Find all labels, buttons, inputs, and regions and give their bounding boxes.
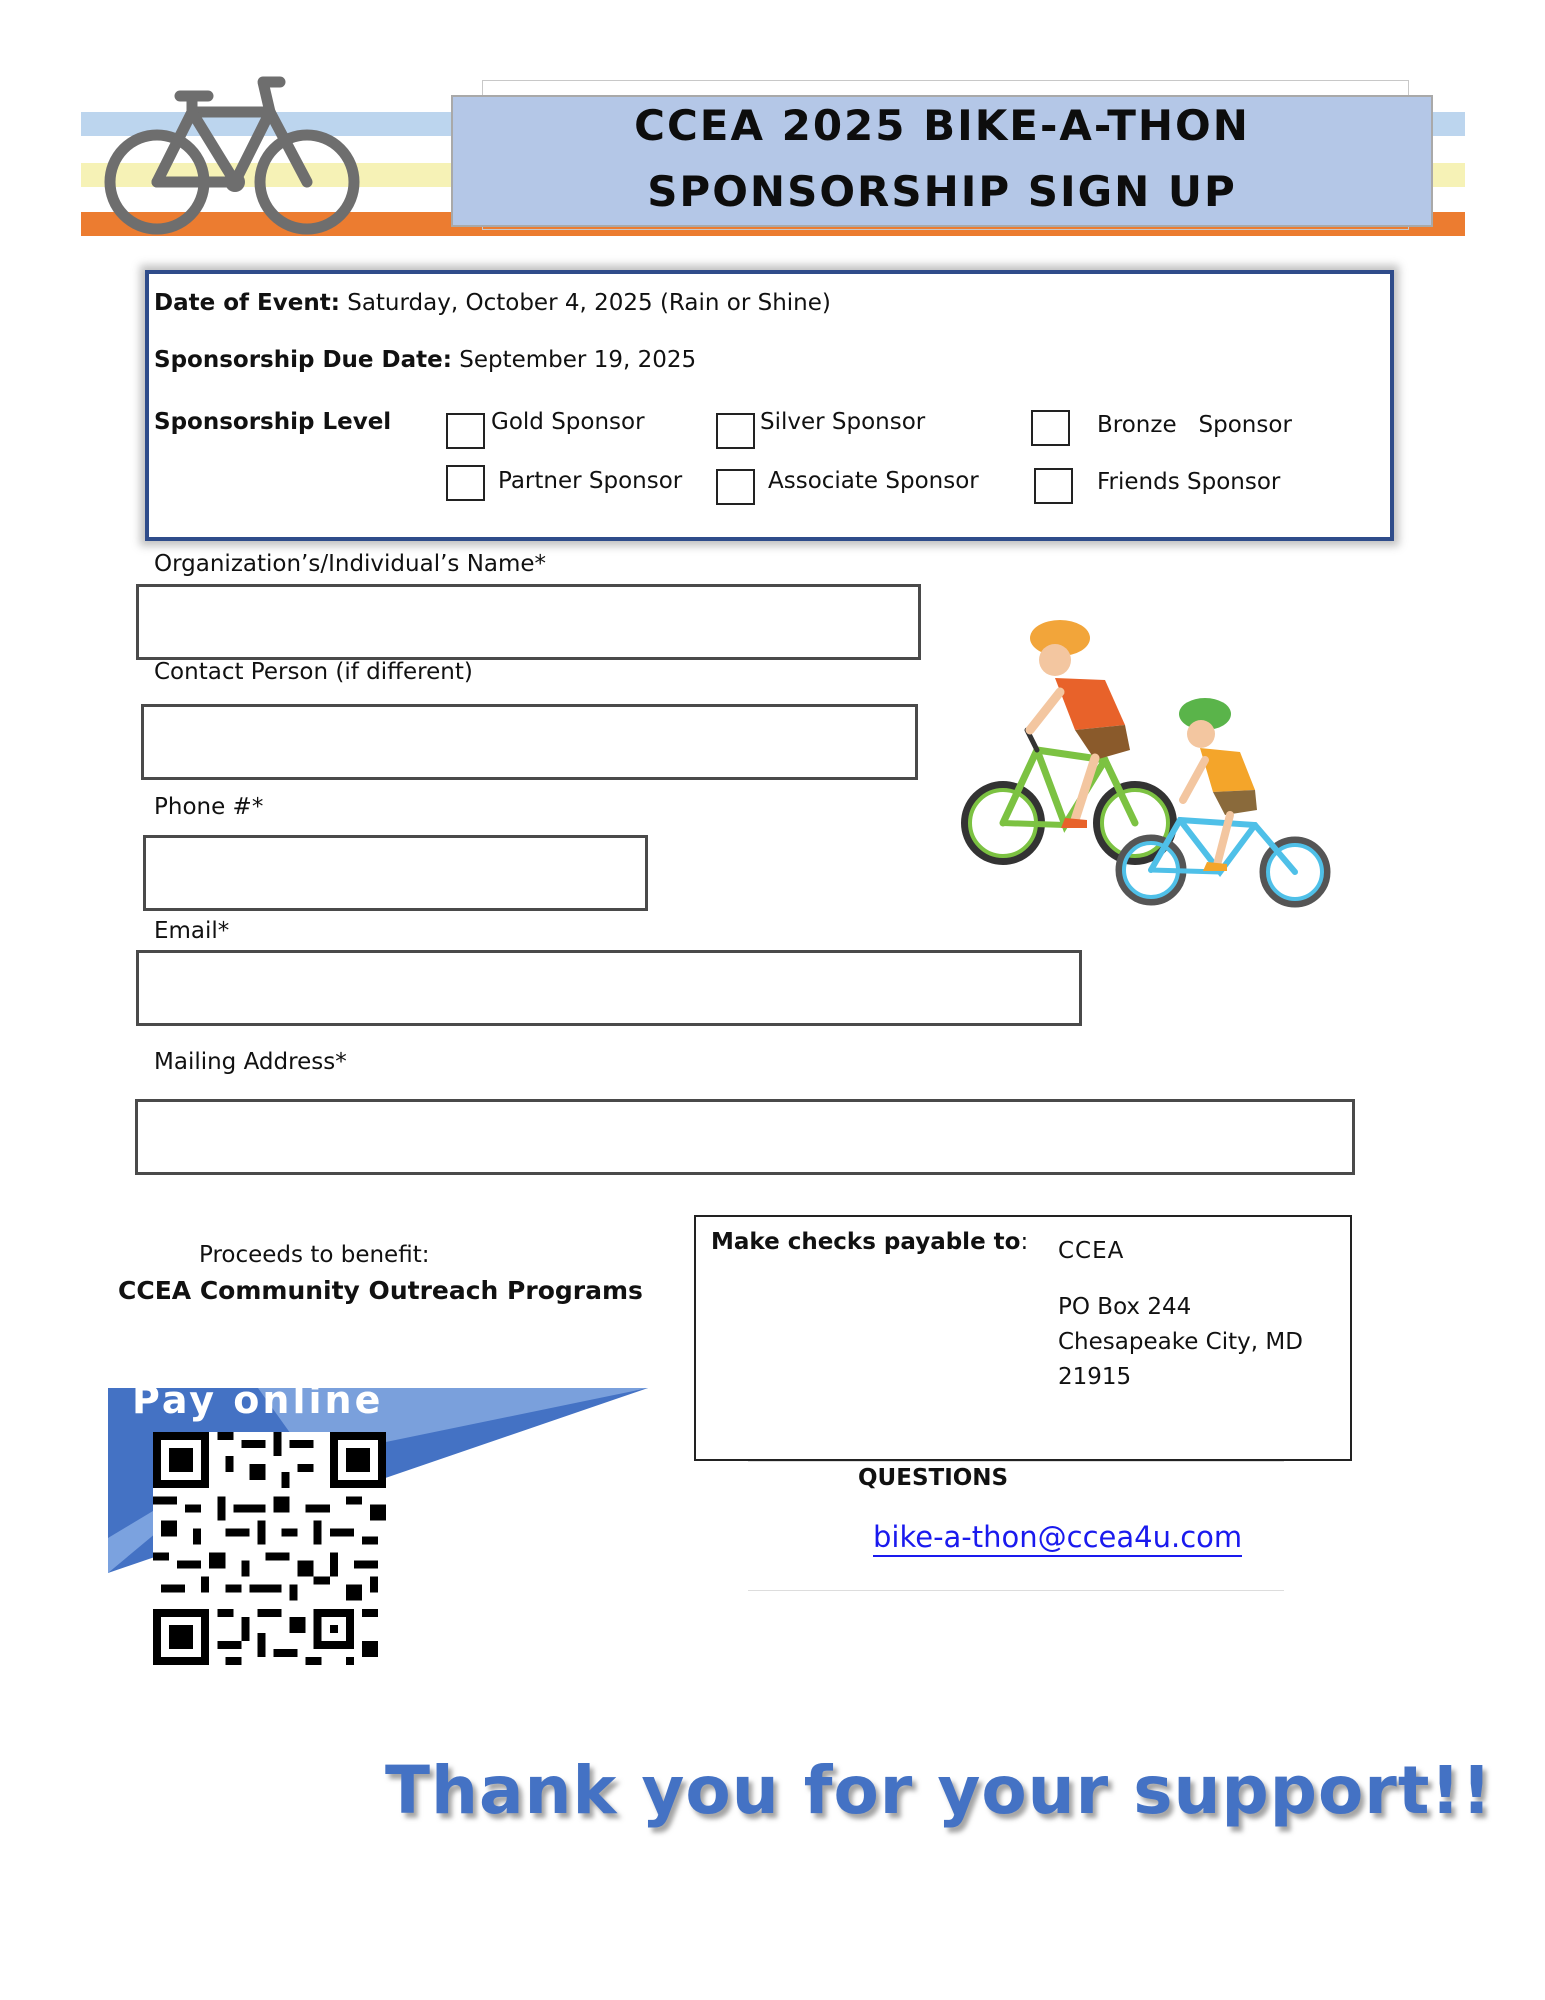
- payee-address-line1: PO Box 244: [1058, 1294, 1192, 1320]
- contact-person-field[interactable]: [141, 704, 918, 780]
- friends-sponsor-label: Friends Sponsor: [1097, 469, 1281, 495]
- partner-sponsor-label: Partner Sponsor: [498, 468, 683, 494]
- bronze-sponsor-label: Bronze Sponsor: [1097, 412, 1292, 438]
- mailing-address-label: Mailing Address*: [154, 1049, 347, 1075]
- questions-heading: QUESTIONS: [858, 1465, 1009, 1491]
- phone-label: Phone #*: [154, 794, 264, 820]
- questions-email-row: [873, 1520, 1242, 1554]
- gold-sponsor-checkbox[interactable]: [446, 413, 485, 449]
- bicycle-icon: [100, 72, 370, 242]
- title-banner: [451, 95, 1433, 227]
- sponsorship-level-label: Sponsorship Level: [154, 409, 392, 435]
- org-name-label: Organization’s/Individual’s Name*: [154, 551, 547, 577]
- payee-name: CCEA: [1058, 1238, 1125, 1264]
- email-field[interactable]: [136, 950, 1082, 1026]
- silver-sponsor-label: Silver Sponsor: [760, 409, 926, 435]
- page-subtitle: SPONSORSHIP SIGN UP: [647, 167, 1237, 216]
- event-date-value: Saturday, October 4, 2025 (Rain or Shine): [347, 290, 831, 316]
- thank-you-message: Thank you for your support!!: [385, 1752, 1493, 1829]
- event-date-label: Date of Event:: [154, 290, 340, 316]
- gold-sponsor-label: Gold Sponsor: [491, 409, 645, 435]
- email-label: Email*: [154, 918, 230, 944]
- due-date-row: [154, 347, 696, 373]
- proceeds-intro: Proceeds to benefit:: [199, 1242, 430, 1268]
- friends-sponsor-checkbox[interactable]: [1034, 468, 1073, 504]
- questions-bottom-divider: [748, 1590, 1284, 1591]
- associate-sponsor-checkbox[interactable]: [716, 469, 755, 505]
- contact-person-label: Contact Person (if different): [154, 659, 473, 685]
- bronze-sponsor-checkbox[interactable]: [1031, 410, 1070, 446]
- checks-payable-label: Make checks payable to:: [711, 1229, 1029, 1255]
- phone-field[interactable]: [143, 835, 648, 911]
- questions-top-divider: [748, 1461, 1284, 1462]
- org-name-field[interactable]: [136, 584, 921, 660]
- payee-address-line2: Chesapeake City, MD: [1058, 1329, 1303, 1355]
- page-title: CCEA 2025 BIKE-A-THON: [634, 101, 1250, 150]
- silver-sponsor-checkbox[interactable]: [716, 413, 755, 449]
- pay-online-label: Pay online: [132, 1378, 384, 1422]
- due-date-value: September 19, 2025: [459, 347, 697, 373]
- qr-code-icon[interactable]: [153, 1432, 386, 1665]
- proceeds-program: CCEA Community Outreach Programs: [118, 1276, 643, 1305]
- mailing-address-field[interactable]: [135, 1099, 1355, 1175]
- event-date-row: [154, 290, 831, 316]
- questions-email-link[interactable]: bike-a-thon@ccea4u.com: [873, 1520, 1242, 1557]
- payee-address-line3: 21915: [1058, 1364, 1132, 1390]
- kids-cycling-illustration: [955, 620, 1345, 910]
- partner-sponsor-checkbox[interactable]: [446, 465, 485, 501]
- associate-sponsor-label: Associate Sponsor: [768, 468, 979, 494]
- due-date-label: Sponsorship Due Date:: [154, 347, 452, 373]
